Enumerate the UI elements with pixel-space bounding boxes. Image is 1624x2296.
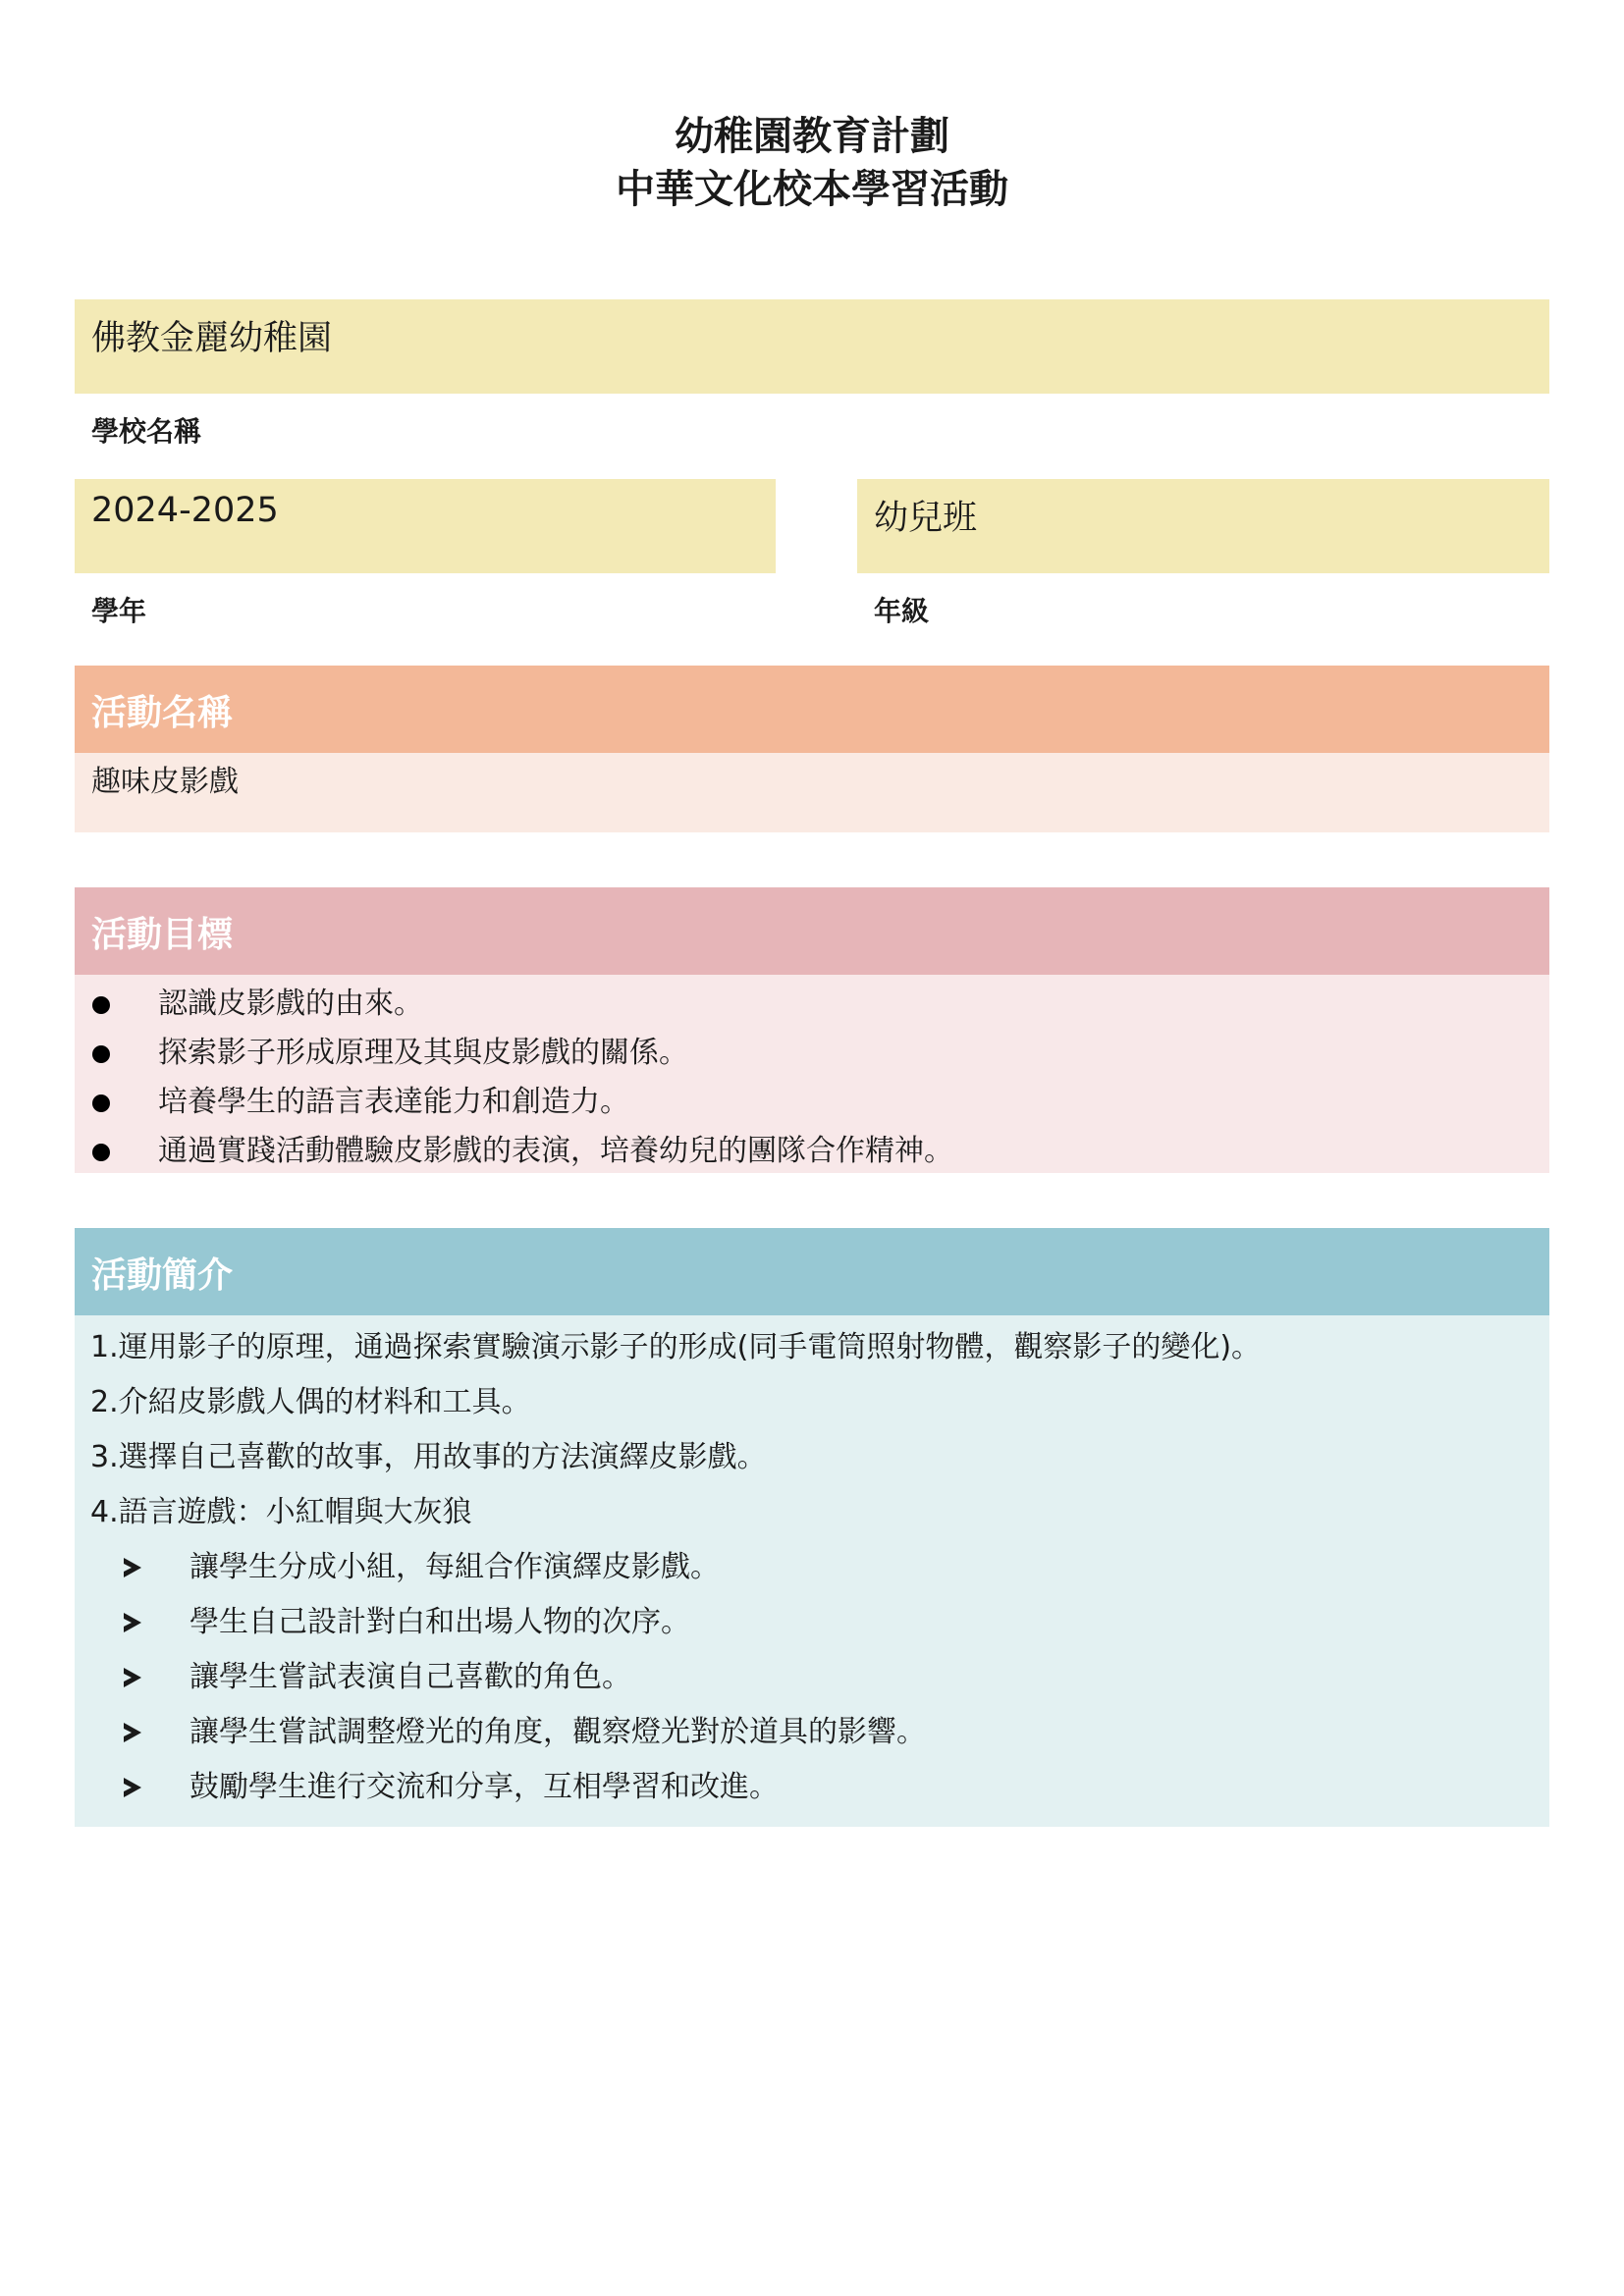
objectives-heading: 活動目標 — [75, 887, 1549, 975]
intro-heading: 活動簡介 — [75, 1228, 1549, 1315]
title-line-1: 幼稚園教育計劃 — [675, 114, 949, 159]
objective-item: 認識皮影戲的由來。 — [158, 987, 423, 1021]
bullet-icon — [92, 1045, 110, 1063]
intro-item: 4.語言遊戲：小紅帽與大灰狼 — [90, 1495, 472, 1529]
intro-subitem: 讓學生嘗試表演自己喜歡的角色。 — [189, 1660, 631, 1694]
intro-subitem: 讓學生分成小組，每組合作演繹皮影戲。 — [189, 1550, 720, 1584]
school-year-field: 2024-2025 — [75, 479, 776, 573]
bullet-icon — [92, 1144, 110, 1161]
intro-subitem: 讓學生嘗試調整燈光的角度，觀察燈光對於道具的影響。 — [189, 1715, 926, 1749]
intro-subitem: 鼓勵學生進行交流和分享，互相學習和改進。 — [189, 1770, 779, 1804]
bullet-icon — [92, 1095, 110, 1112]
activity-name-section — [75, 753, 1549, 832]
school-year-label: 學年 — [91, 595, 147, 627]
objectives-section — [75, 975, 1549, 1173]
arrow-bullet-icon — [124, 1723, 141, 1742]
title-line-2: 中華文化校本學習活動 — [616, 167, 1008, 212]
arrow-bullet-icon — [124, 1613, 141, 1632]
grade-label: 年級 — [874, 595, 930, 627]
objective-item: 探索影子形成原理及其與皮影戲的關係。 — [158, 1036, 688, 1070]
arrow-bullet-icon — [124, 1558, 141, 1577]
objective-item: 培養學生的語言表達能力和創造力。 — [158, 1085, 629, 1119]
bullet-icon — [92, 996, 110, 1014]
grade-field: 幼兒班 — [857, 479, 1549, 573]
intro-item: 1.運用影子的原理，通過探索實驗演示影子的形成(同手電筒照射物體，觀察影子的變化)。 — [90, 1330, 1262, 1364]
intro-subitem: 學生自己設計對白和出場人物的次序。 — [189, 1605, 690, 1639]
page-title — [0, 110, 1624, 216]
intro-section — [75, 1315, 1549, 1827]
school-name-label: 學校名稱 — [91, 415, 202, 448]
school-name-field: 佛教金麗幼稚園 — [75, 299, 1549, 394]
intro-item: 2.介紹皮影戲人偶的材料和工具。 — [90, 1385, 531, 1419]
arrow-bullet-icon — [124, 1778, 141, 1797]
activity-name-heading: 活動名稱 — [75, 666, 1549, 753]
objective-item: 通過實踐活動體驗皮影戲的表演，培養幼兒的團隊合作精神。 — [158, 1134, 953, 1168]
activity-name-value: 趣味皮影戲 — [91, 765, 239, 799]
arrow-bullet-icon — [124, 1668, 141, 1687]
intro-item: 3.選擇自己喜歡的故事，用故事的方法演繹皮影戲。 — [90, 1440, 767, 1474]
